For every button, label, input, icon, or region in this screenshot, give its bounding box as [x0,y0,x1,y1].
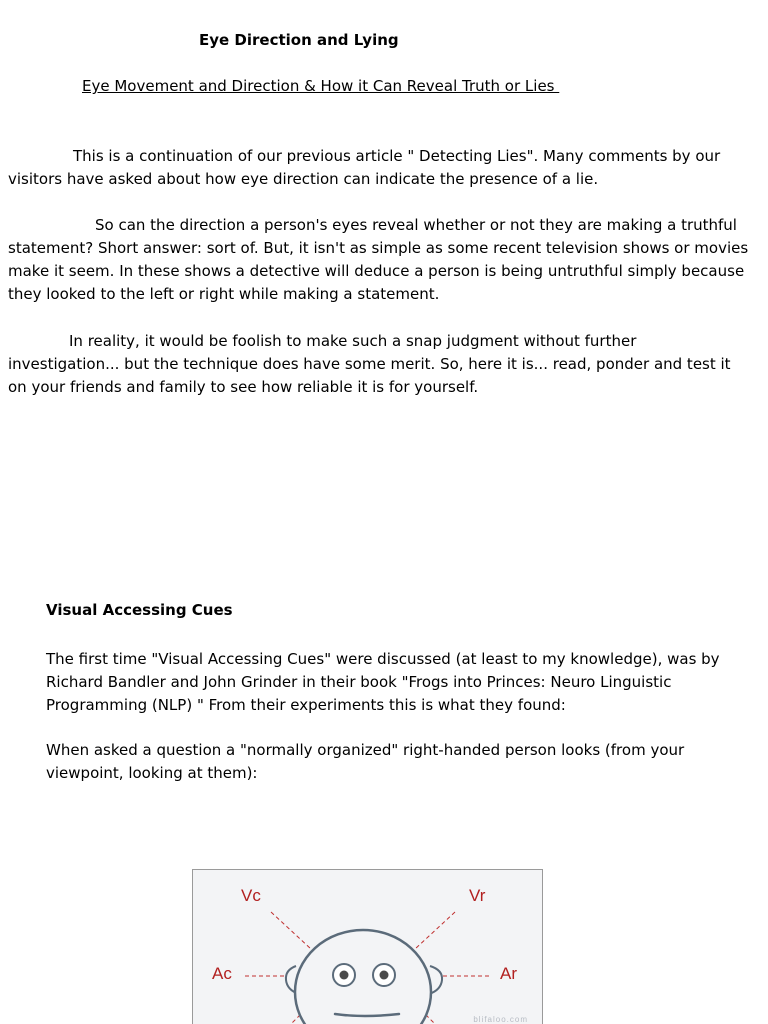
reality-paragraph [8,330,768,399]
watermark: blifaloo.com [473,1015,528,1024]
direction-paragraph [8,214,768,306]
intro-paragraph [8,145,768,191]
paragraph-line: Richard Bandler and John Grinder in their book "Frogs into Princes: Neuro Linguistic [46,673,672,691]
paragraph-line: In reality, it would be foolish to make such a snap judgment without further [69,332,637,350]
paragraph-line: investigation... but the technique does have some merit. So, here it is... read, ponder and test it [8,355,731,373]
right-pupil [380,971,389,980]
label-ac: Ac [212,964,232,983]
paragraph-line: viewpoint, looking at them): [46,764,258,782]
question-paragraph [46,739,766,785]
paragraph-line: visitors have asked about how eye direction can indicate the presence of a lie. [8,170,599,188]
paragraph-line: So can the direction a person's eyes reveal whether or not they are making a truthful [95,216,737,234]
left-pupil [340,971,349,980]
head-outline [295,930,431,1024]
paragraph-line: make it seem. In these shows a detective will deduce a person is being untruthful simply because [8,262,745,280]
label-vc: Vc [241,886,261,905]
document-title: Eye Direction and Lying [199,31,399,49]
paragraph-line: The first time "Visual Accessing Cues" were discussed (at least to my knowledge), was by [46,650,720,668]
paragraph-line: on your friends and family to see how reliable it is for yourself. [8,378,479,396]
paragraph-line: Programming (NLP) " From their experiments this is what they found: [46,696,566,714]
document-subtitle: Eye Movement and Direction & How it Can Reveal Truth or Lies [82,77,560,95]
label-vr: Vr [469,886,486,905]
paragraph-line: When asked a question a "normally organized" right-handed person looks (from your [46,741,685,759]
eye-cues-figure [192,869,543,1024]
label-ar: Ar [500,964,517,983]
paragraph-line: This is a continuation of our previous article " Detecting Lies". Many comments by our [73,147,721,165]
bandler-grinder-paragraph [46,648,766,717]
paragraph-line: they looked to the left or right while making a statement. [8,285,440,303]
section-heading: Visual Accessing Cues [46,601,233,619]
paragraph-line: statement? Short answer: sort of. But, it isn't as simple as some recent television shows or movies [8,239,749,257]
